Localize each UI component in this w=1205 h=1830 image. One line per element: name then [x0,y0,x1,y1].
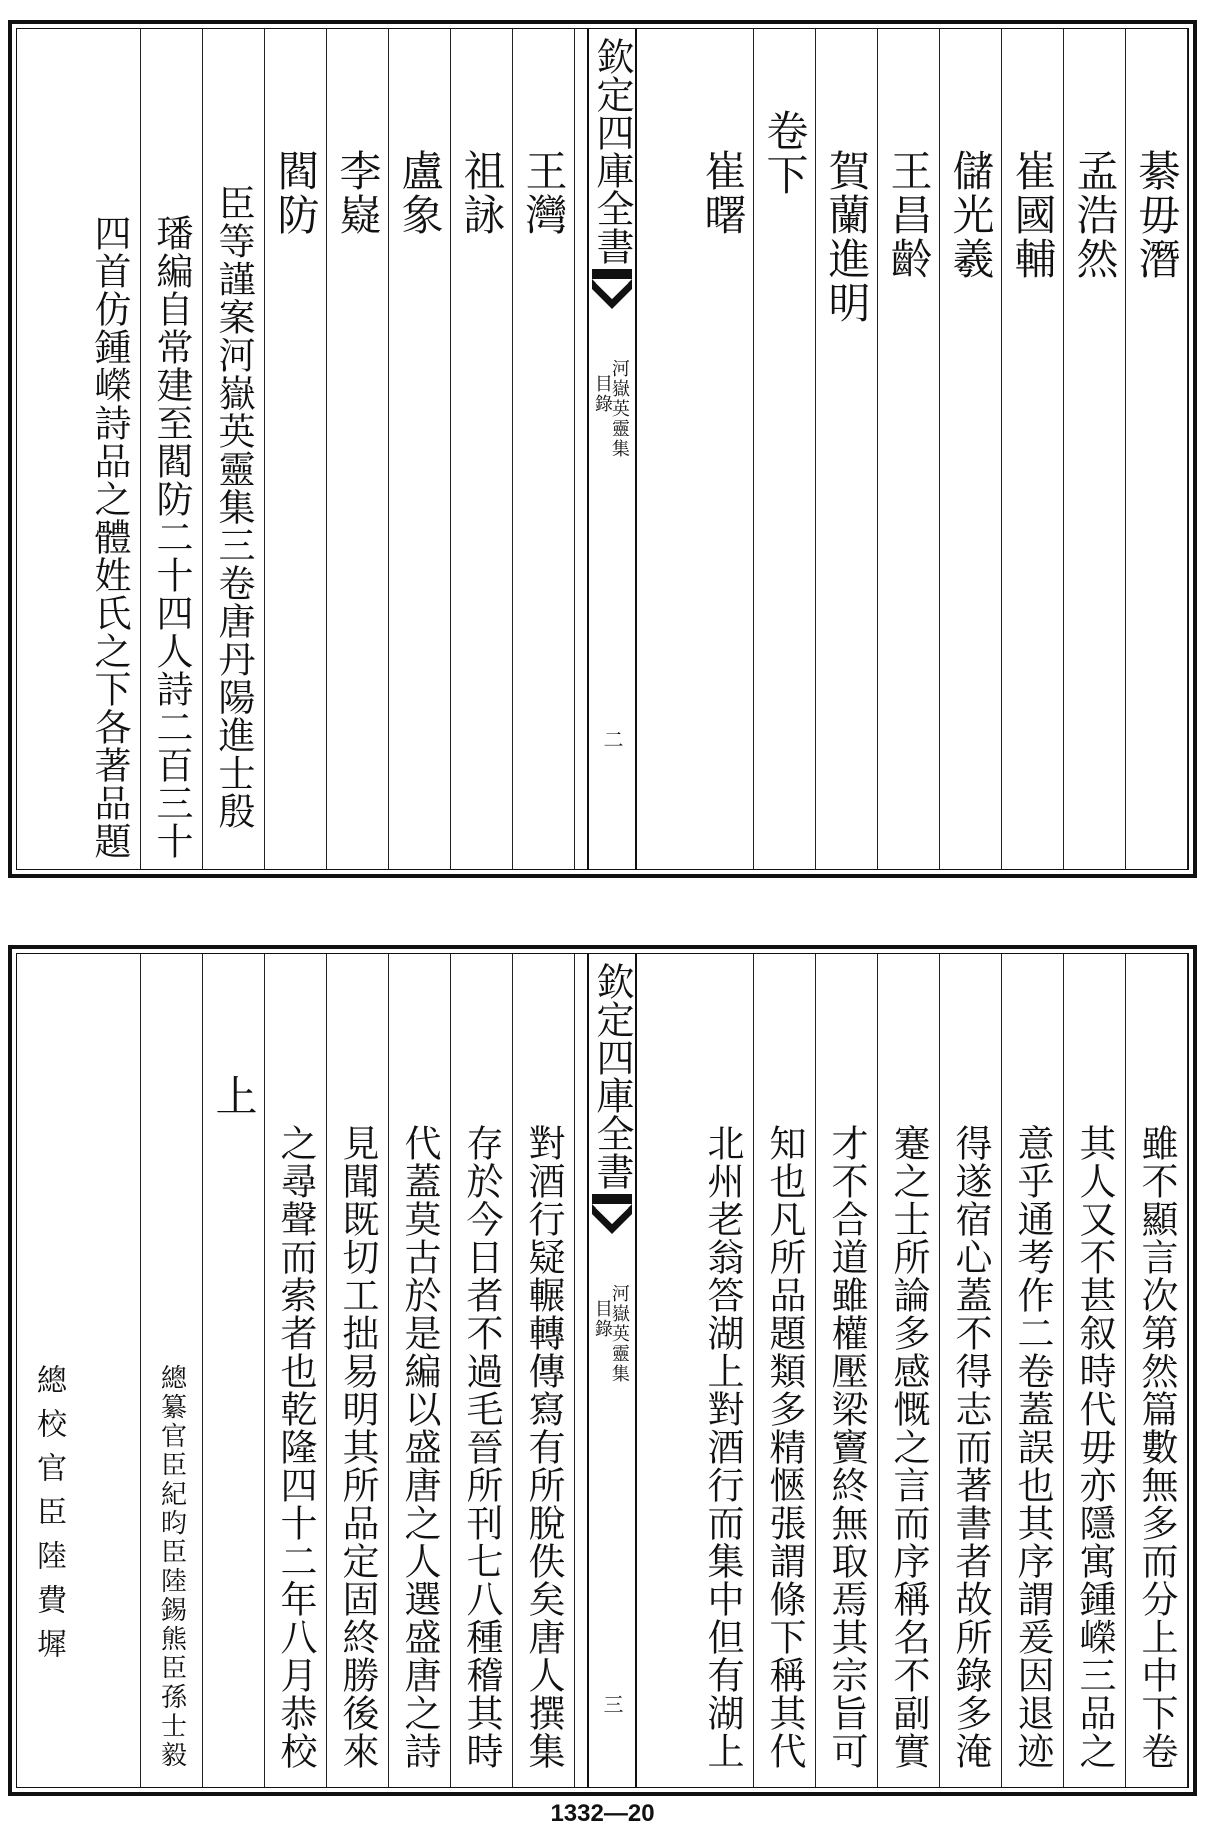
top-col-15 [141,29,203,869]
compilers-credit: 總纂官臣紀昀臣陸錫熊臣孫士毅 [156,1364,187,1770]
top-text-15: 璠編自常建至閻防二十四人詩二百三十 [150,214,193,860]
top-col-16 [79,29,141,869]
bottom-text-11: 代蓋莫古於是編以盛唐之人選盛唐之詩 [398,1124,441,1770]
bottom-col-10 [451,954,513,1787]
bottom-col-7 [754,954,816,1787]
top-page [8,20,1197,878]
top-book-title: 欽定四庫全書 [590,37,634,265]
top-text-6: 賀蘭進明 [822,149,872,325]
bottom-col-6 [816,954,878,1787]
top-text-1: 綦毋潛 [1132,149,1182,281]
top-col-1 [1126,29,1188,869]
top-col-11 [389,29,451,869]
bottom-text-8: 北州老翁答湖上對酒行而集中但有湖上 [701,1124,744,1770]
top-text-9: 王灣 [519,149,569,237]
top-text-8: 崔曙 [698,149,748,237]
bottom-col-17 [17,954,79,1787]
top-center-gutter [587,29,637,869]
top-text-7: 卷下 [760,109,810,197]
top-text-2: 孟浩然 [1070,149,1120,281]
bottom-col-16 [79,954,141,1787]
bottom-col-9 [513,954,575,1787]
top-col-12 [327,29,389,869]
proofreader-credit: 總校官臣陸費墀 [31,1364,66,1672]
top-col-3 [1002,29,1064,869]
top-book-name: 河嶽英靈集 [608,359,630,459]
top-col-13 [265,29,327,869]
top-section-label: 目錄 [591,374,613,414]
bottom-section-label: 目錄 [591,1299,613,1339]
bottom-text-10: 存於今日者不過毛晉所刊七八種稽其時 [460,1124,503,1770]
bottom-page-number: 三 [600,1694,624,1716]
bottom-col-8 [692,954,754,1787]
top-text-11: 盧象 [395,149,445,237]
footer-page-number: 1332—20 [550,1800,655,1827]
bottom-text-13: 之尋聲而索者也乾隆四十二年八月恭校 [274,1124,317,1770]
top-text-4: 儲光羲 [946,149,996,281]
top-text-10: 祖詠 [457,149,507,237]
top-col-17 [17,29,79,869]
bottom-center-gutter [587,954,637,1787]
top-col-4 [940,29,1002,869]
bottom-col-12 [327,954,389,1787]
bottom-text-6: 才不合道雖權壓梁竇終無取焉其宗旨可 [825,1124,868,1770]
top-col-6 [816,29,878,869]
top-page-frame [16,28,1189,870]
top-text-13: 閻防 [271,149,321,237]
bottom-book-name: 河嶽英靈集 [608,1284,630,1384]
bottom-text-5: 蹇之士所論多感慨之言而序稱名不副實 [887,1124,930,1770]
bottom-col-13 [265,954,327,1787]
top-col-2 [1064,29,1126,869]
top-col-14 [203,29,265,869]
top-text-5: 王昌齡 [884,149,934,281]
top-text-14: 臣等謹案河嶽英靈集三卷唐丹陽進士殷 [212,184,255,830]
bottom-text-3: 意乎通考作二卷蓋誤也其序謂爰因退迹 [1011,1124,1054,1770]
top-col-10 [451,29,513,869]
top-col-7 [754,29,816,869]
bottom-text-4: 得遂宿心蓋不得志而著書者故所錄多淹 [949,1124,992,1770]
bottom-col-5 [878,954,940,1787]
bottom-col-15 [141,954,203,1787]
top-text-3: 崔國輔 [1008,149,1058,281]
bottom-col-4 [940,954,1002,1787]
bottom-col-1 [1126,954,1188,1787]
top-page-number: 二 [600,729,624,751]
top-col-5 [878,29,940,869]
top-text-16: 四首仿鍾嶸詩品之體姓氏之下各著品題 [88,214,131,860]
bottom-text-7: 知也凡所品題類多精愜張謂條下稱其代 [763,1124,806,1770]
bottom-col-11 [389,954,451,1787]
bottom-text-9: 對酒行疑輾轉傳寫有所脫佚矣唐人撰集 [522,1124,565,1770]
bottom-col-14 [203,954,265,1787]
bottom-page-frame [16,953,1189,1788]
top-text-12: 李嶷 [333,149,383,237]
bottom-page [8,945,1197,1796]
bottom-col-3 [1002,954,1064,1787]
bottom-text-1: 雖不顯言次第然篇數無多而分上中下卷 [1135,1124,1178,1770]
bottom-col-2 [1064,954,1126,1787]
bottom-fish-tail-ornament [592,1194,632,1234]
top-col-8 [692,29,754,869]
bottom-text-12: 見聞既切工拙易明其所品定固終勝後來 [336,1124,379,1770]
top-fish-tail-ornament [592,269,632,309]
bottom-text-14: 上 [209,1074,259,1118]
top-col-9 [513,29,575,869]
bottom-book-title: 欽定四庫全書 [590,962,634,1190]
bottom-text-2: 其人又不甚叙時代毋亦隱寓鍾嶸三品之 [1073,1124,1116,1770]
